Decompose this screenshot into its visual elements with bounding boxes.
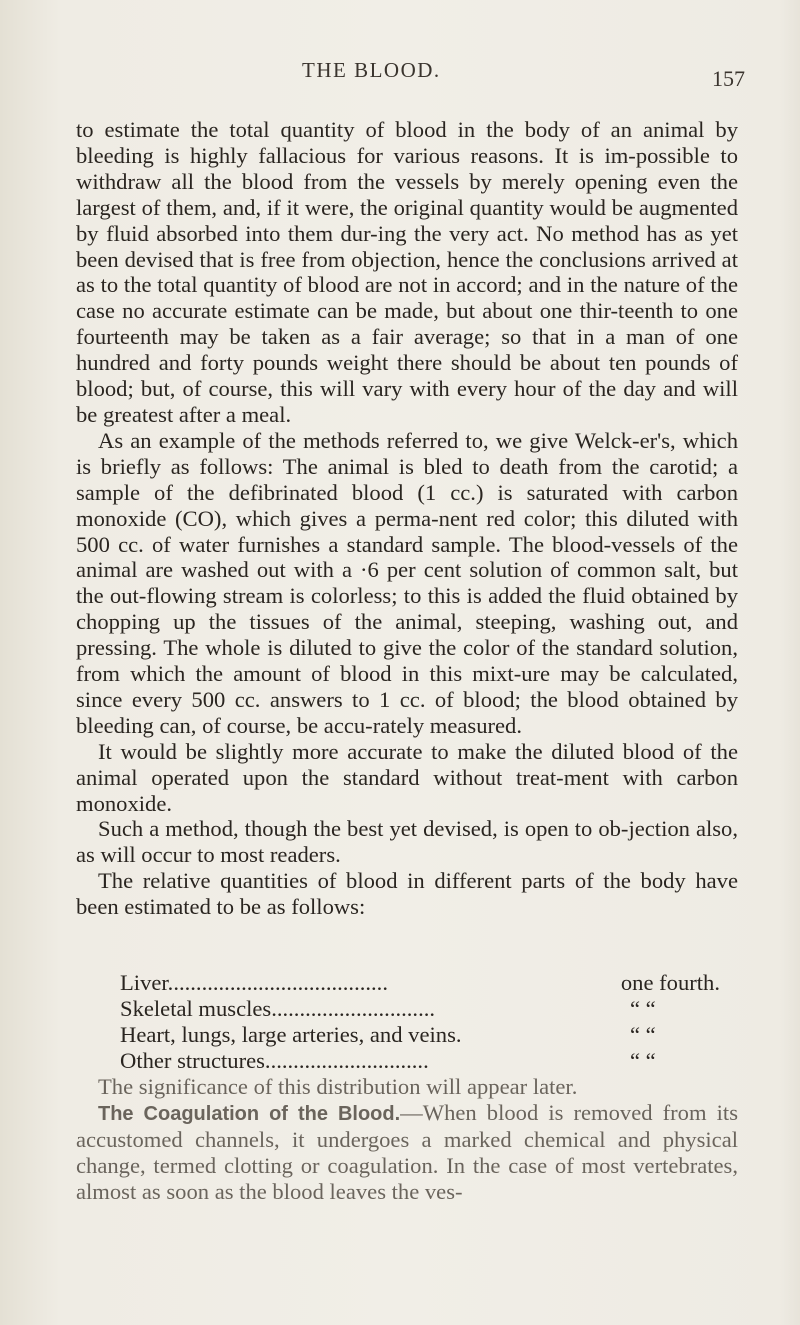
tail-text	[76, 1074, 738, 1205]
distribution-value: one fourth.	[620, 970, 720, 995]
blood-distribution-list	[120, 970, 720, 1074]
paragraph-coagulation	[76, 1100, 738, 1205]
distribution-value: “ “	[630, 1048, 656, 1073]
paragraph-blood-quantity: to estimate the total quantity of blood in the body of an animal by bleeding is highly fallacious for various reasons. It is im-possible to withdraw all the blood from the vessels by merely opening even the largest of them, and, if it were, the original quantity would be augmented by fluid absorbed into them dur-ing the very act. No method has as yet been devised that is free from objection, hence the conclusions arrived at as to the total quantity of blood are not in accord; and in the nature of the case no accurate estimate can be made, but about one thir-teenth to one fourteenth may be taken as a fair average; so that in a man of one hundred and forty pounds weight there should be about ten pounds of blood; but, of course, this will vary with every hour of the day and will be greatest after a meal.	[76, 117, 738, 427]
distribution-value: “ “	[630, 996, 656, 1021]
distribution-row-heart-lungs	[120, 1022, 720, 1048]
paragraph-relative-quantities: The relative quantities of blood in different parts of the body have been estimated to be as follows:	[76, 868, 738, 920]
paragraph-significance: The significance of this distribution will appear later.	[98, 1074, 578, 1099]
distribution-row-other-structures	[120, 1048, 720, 1074]
paragraph-welcker-method: As an example of the methods referred to, we give Welck-er's, which is briefly as follows: The animal is bled to death from the carotid; a sample of the defibrinated blood (1 cc.) is saturated with carbon monoxide (CO), which gives a perma-nent red color; this diluted with 500 cc. of water furnishes a standard sample. The blood-vessels of the animal are washed out with a ·6 per cent solution of common salt, but the out-flowing stream is colorless; to this is added the fluid obtained by chopping up the tissues of the animal, steeping, washing out, and pressing. The whole is diluted to give the color of the standard solution, from which the amount of blood in this mixt-ure may be calculated, since every 500 cc. answers to 1 cc. of blood; the blood obtained by bleeding can, of course, be accu-rately measured.	[76, 427, 738, 738]
distribution-label: Skeletal muscles.............................	[120, 996, 436, 1021]
distribution-row-skeletal-muscles	[120, 996, 720, 1022]
page-number: 157	[712, 66, 745, 91]
distribution-value: “ “	[630, 1022, 656, 1047]
distribution-label: Liver.......................................	[120, 970, 388, 995]
coagulation-text: —When blood is removed from its accustomed channels, it undergoes a marked chemical and physical change, termed clotting or coagulation. In the case of most vertebrates, almost as soon as the blood leaves the ves-	[76, 1100, 738, 1204]
running-title: THE BLOOD.	[302, 58, 441, 82]
distribution-label: Heart, lungs, large arteries, and veins.	[120, 1022, 462, 1047]
distribution-label: Other structures.............................	[120, 1048, 429, 1073]
distribution-row-liver	[120, 970, 720, 996]
page-header	[0, 58, 800, 98]
body-text	[76, 117, 738, 920]
paragraph-objection: Such a method, though the best yet devised, is open to ob-jection also, as will occur to most readers.	[76, 816, 738, 868]
paragraph-diluted-blood: It would be slightly more accurate to make the diluted blood of the animal operated upon the standard without treat-ment with carbon monoxide.	[76, 738, 738, 816]
section-heading-coagulation: The Coagulation of the Blood.	[98, 1103, 401, 1125]
